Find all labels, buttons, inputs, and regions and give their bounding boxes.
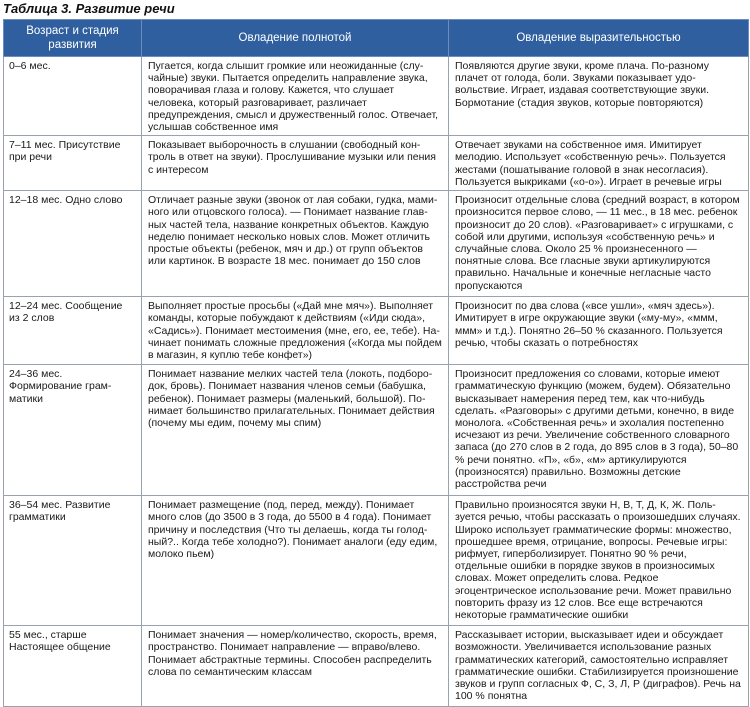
table-row xyxy=(4,136,749,191)
cell-completeness: Понимает значения — номер/количество, скорость, время, пространство. Понимает направление — вправо/влево. Понимает абстрактные термины. Способен распределить слова по семантическим классам xyxy=(142,626,449,707)
table-row xyxy=(4,57,749,136)
cell-completeness: Пугается, когда слышит громкие или неожиданные (случайные) звуки. Пытается определить направление звука, поворачивая глаза и голову. Кажется, что слушает человека, который разговаривает, различает предупреждения, смысл и дружественный голос. Отвечает, услышав собственное имя xyxy=(142,57,449,136)
cell-expressiveness: Появляются другие звуки, кроме плача. По-разному плачет от голода, боли. Звуками показывает удовольствие. Играет, издавая соответствующие звуки. Бормотание (стадия звуков, которые повторяются) xyxy=(449,57,749,136)
cell-age: 24–36 мес. Формирование грамматики xyxy=(4,365,142,496)
cell-age: 12–24 мес. Сообщение из 2 слов xyxy=(4,297,142,365)
header-completeness: Овладение полнотой xyxy=(142,20,449,57)
cell-completeness: Выполняет простые просьбы («Дай мне мяч»). Выполняет команды, которые побуждают к действиям («Иди сюда», «Садись»). Понимает местоимения (мне, его, ее, тебе). Начинает понимать сложные предложения («Когда мы пойдем в магазин, я куплю тебе конфет») xyxy=(142,297,449,365)
table-row xyxy=(4,297,749,365)
cell-expressiveness: Рассказывает истории, высказывает идеи и обсуждает возможности. Увеличивается использование разных грамматических категорий, самостоятельно исправляет грамматические ошибки. Стабилизируется произношение звуков и групп согласных Ф, С, З, Л, Р (диграфов). Речь на 100 % понятна xyxy=(449,626,749,707)
table-row xyxy=(4,626,749,707)
cell-completeness: Понимает размещение (под, перед, между). Понимает много слов (до 3500 в 3 года, до 5500 в 4 года). Понимает причину и последствия (Что ты делаешь, когда ты голодный?.. Когда тебе холодно?). Понимает аналоги (еду едим, молоко пьем) xyxy=(142,496,449,626)
table-header xyxy=(4,20,749,57)
cell-age: 12–18 мес. Одно слово xyxy=(4,191,142,297)
cell-age: 0–6 мес. xyxy=(4,57,142,136)
cell-expressiveness: Произносит предложения со словами, которые имеют грамматическую функцию (можем, будем). Обязательно высказывает намерения перед тем, как что-нибудь сделать. «Разговоры» с другими детьми, конечно, в виде монолога. «Собственная речь» и эхолалия постепенно исчезают из речи. Увеличение собственного словарного запаса (до 270 слов в 2 года, до 895 слов в 3 года), 50–80 % речи понятно. «П», «б», «м» артикулируются (произносятся) правильно. Возможны детские расстройства речи xyxy=(449,365,749,496)
cell-age: 36–54 мес. Развитие грамматики xyxy=(4,496,142,626)
table-row xyxy=(4,496,749,626)
cell-expressiveness: Произносит по два слова («все ушли», «мяч здесь»). Имитирует в игре окружающие звуки («му-му», «ммм, ммм» и т.д.). Понятно 26–50 % сказанного. Пользуется речью, чтобы сказать о потребностях xyxy=(449,297,749,365)
cell-expressiveness: Отвечает звуками на собственное имя. Имитирует мелодию. Использует «собственную речь». Пользуется жестами (пошатывание головой в знак несогласия). Пользуется выкриками («о-о»). Играет в речевые игры xyxy=(449,136,749,191)
table-title: Таблица 3. Развитие речи xyxy=(3,1,175,16)
cell-completeness: Показывает выборочность в слушании (свободный контроль в ответ на звуки). Прослушивание музыки или пения с интересом xyxy=(142,136,449,191)
table-body xyxy=(4,57,749,707)
speech-development-table xyxy=(3,19,749,707)
cell-expressiveness: Произносит отдельные слова (средний возраст, в котором произносится первое слово, — 11 мес., в 18 мес. ребенок произносит до 20 слов). «Разговаривает» с игрушками, с собой или другими, используя «собственную речь» и случайные слова. Около 25 % произнесенного — понятные слова. Все гласные звуки артикулируются правильно. Начальные и конечные негласные часто пропускаются xyxy=(449,191,749,297)
header-expressiveness: Овладение выразительностью xyxy=(449,20,749,57)
cell-age: 7–11 мес. Присутствие при речи xyxy=(4,136,142,191)
table-row xyxy=(4,191,749,297)
cell-completeness: Понимает название мелких частей тела (локоть, подбородок, бровь). Понимает названия членов семьи (бабушка, ребенок). Понимает размеры (маленький, большой). Понимает большинство прилагательных. Понимает действия (почему мы едим, почему мы спим) xyxy=(142,365,449,496)
cell-completeness: Отличает разные звуки (звонок от лая собаки, гудка, маминого или отцовского голоса). — Понимает название главных частей тела, название конкретных объектов. Каждую неделю понимает несколько новых слов. Может отличить простые объекты (ребенок, мяч и др.) от групп объектов или картинок. В возрасте 18 мес. понимает до 150 слов xyxy=(142,191,449,297)
table-row xyxy=(4,365,749,496)
cell-expressiveness: Правильно произносятся звуки Н, В, Т, Д, К, Ж. Пользуется речью, чтобы рассказать о произошедших случаях. Широко использует грамматические формы: множество, прошедшее время, отрицание, вопросы. Речевые игры: рифмует, гиперболизирует. Понятно 90 % речи, отдельные ошибки в порядке звуков в произносимых словах. Может определить слова. Редкое эгоцентрическое использование речи. Может правильно повторить фразу из 12 слов. Все еще встречаются некоторые грамматические ошибки xyxy=(449,496,749,626)
cell-age: 55 мес., старше Настоящее общение xyxy=(4,626,142,707)
header-age: Возраст и стадия развития xyxy=(4,20,142,57)
